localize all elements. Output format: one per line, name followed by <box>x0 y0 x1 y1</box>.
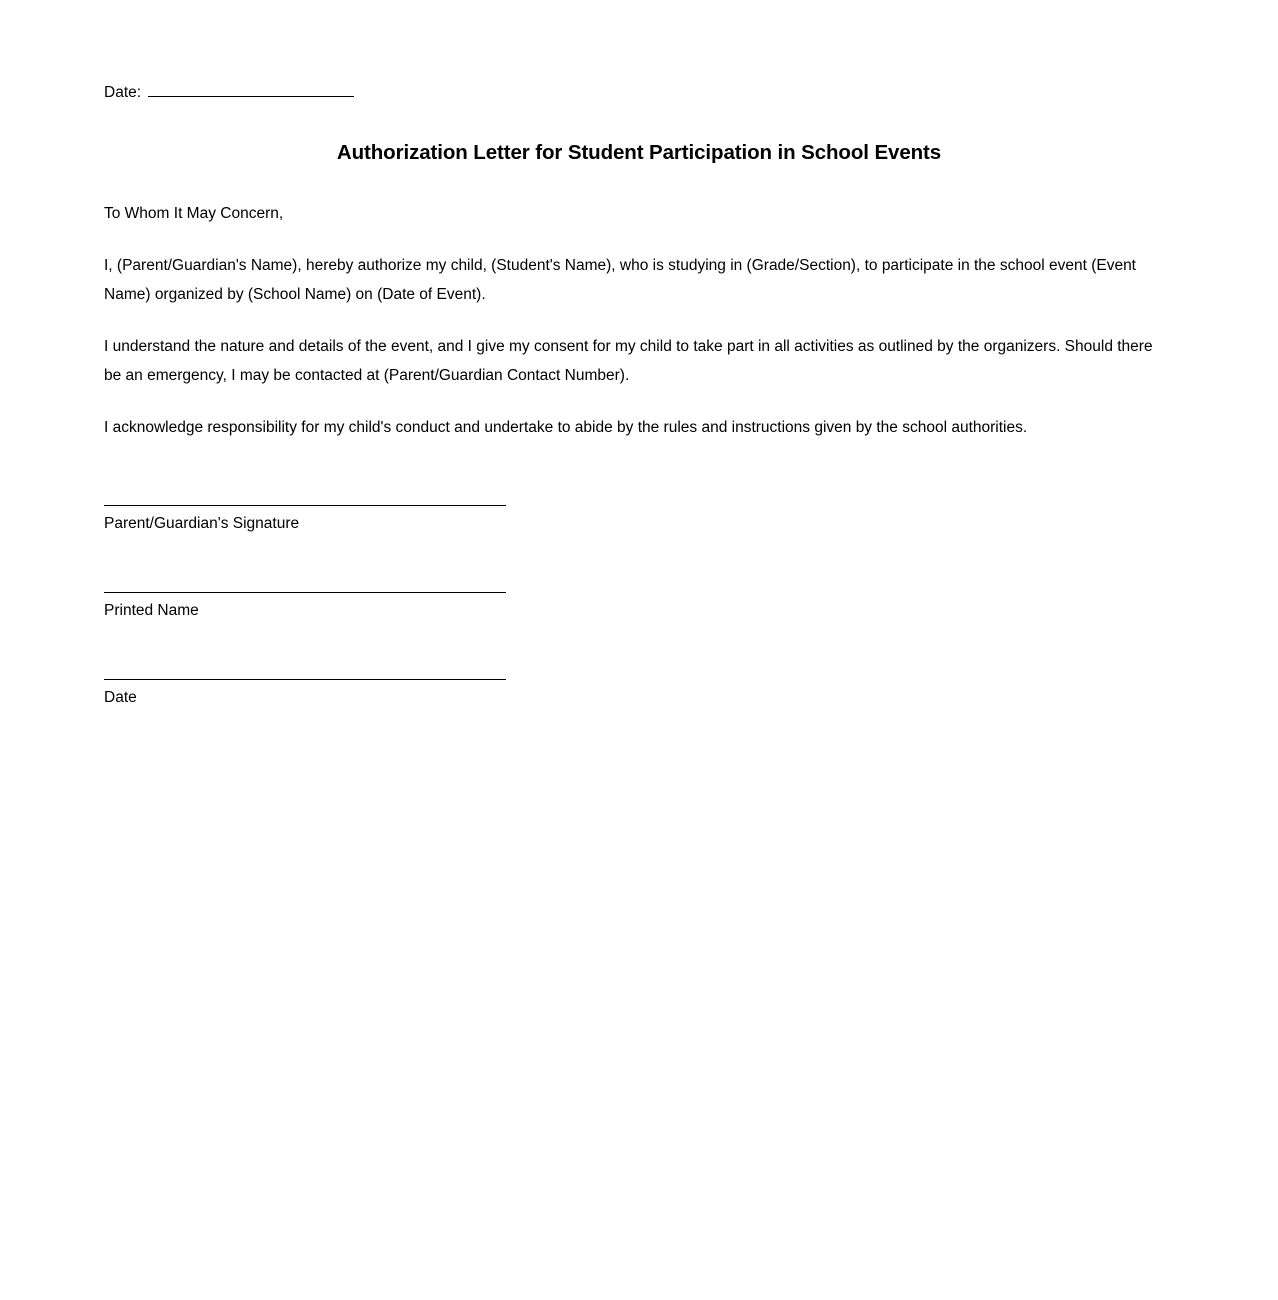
date-field-label: Date: <box>104 84 142 101</box>
signature-block-printed-name <box>104 592 506 621</box>
signature-line[interactable] <box>104 505 506 506</box>
signature-block-date <box>104 679 506 708</box>
signature-section <box>104 505 1174 708</box>
date-line[interactable] <box>104 679 506 680</box>
date-field-row <box>104 82 1174 103</box>
document-body <box>104 82 1174 708</box>
salutation: To Whom It May Concern, <box>104 205 284 222</box>
body-paragraph-2: I understand the nature and details of the event, and I give my consent for my child to take part in all activities as outlined by the organizers. Should there be an emergency, I may be contacted at (Parent/Guardian Contact Number). <box>104 337 1153 385</box>
date-caption: Date <box>104 688 137 706</box>
page-title: Authorization Letter for Student Participation in School Events <box>336 141 942 164</box>
date-field-blank[interactable] <box>148 82 354 97</box>
signature-block-parent-guardian <box>104 505 506 534</box>
body-paragraph-1: I, (Parent/Guardian's Name), hereby authorize my child, (Student's Name), who is studying in (Grade/Section), to participate in the school event (Event Name) organized by (School Name) on (Date of Event). <box>104 256 1136 304</box>
body-paragraph-3: I acknowledge responsibility for my child's conduct and undertake to abide by the rules and instructions given by the school authorities. <box>104 418 1028 436</box>
signature-caption: Parent/Guardian's Signature <box>104 514 300 532</box>
printed-name-caption: Printed Name <box>104 601 199 619</box>
printed-name-line[interactable] <box>104 592 506 593</box>
